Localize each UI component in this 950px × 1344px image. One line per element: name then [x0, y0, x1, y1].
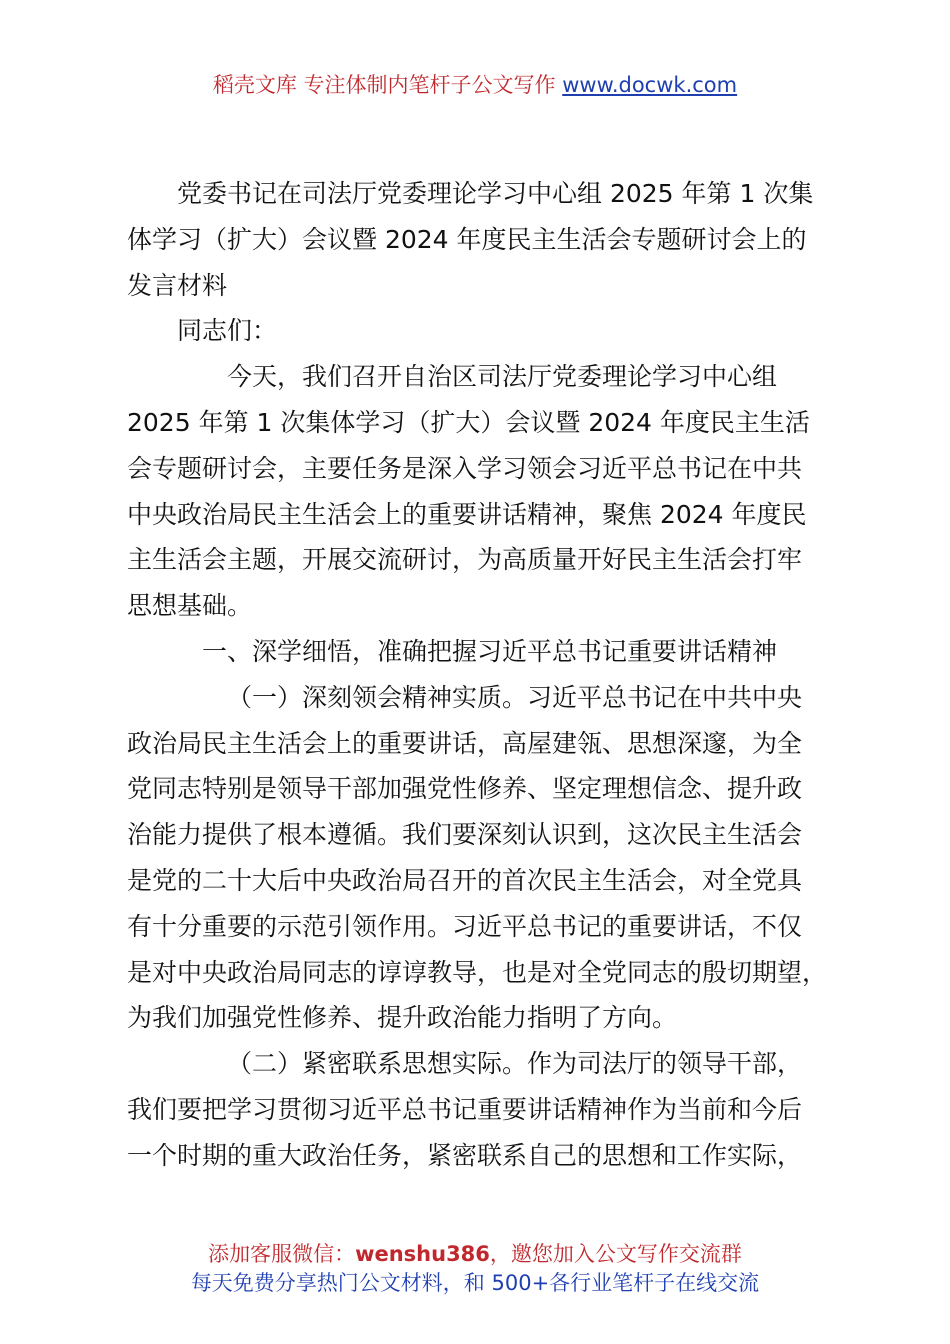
- site-url-link[interactable]: www.docwk.com: [562, 73, 738, 97]
- footer-line-1: [0, 1240, 950, 1269]
- footer-prefix: 添加客服微信：: [208, 1242, 356, 1266]
- document-body: [127, 171, 827, 1179]
- section-heading: 一、深学细悟，准确把握习近平总书记重要讲话精神: [202, 636, 778, 666]
- paragraph-line: 会专题研讨会，主要任务是深入学习领会习近平总书记在中共: [127, 453, 803, 483]
- wechat-id: wenshu386: [355, 1242, 490, 1266]
- title-line: 发言材料: [127, 270, 228, 300]
- site-header: [0, 70, 950, 100]
- greeting: 同志们：: [177, 316, 278, 346]
- footer-line-2: 每天免费分享热门公文材料，和 500+各行业笔杆子在线交流: [190, 1271, 760, 1295]
- paragraph-line: 有十分重要的示范引领作用。习近平总书记的重要讲话，不仅: [127, 911, 803, 941]
- paragraph-line: 治能力提供了根本遵循。我们要深刻认识到，这次民主生活会: [127, 820, 803, 850]
- paragraph-line: 2025 年第 1 次集体学习（扩大）会议暨 2024 年度民主生活: [127, 407, 810, 437]
- paragraph-line: 中央政治局民主生活会上的重要讲话精神，聚焦 2024 年度民: [127, 499, 807, 529]
- title-line: 党委书记在司法厅党委理论学习中心组 2025 年第 1 次集: [177, 179, 814, 208]
- paragraph-line: 一个时期的重大政治任务，紧密联系自己的思想和工作实际，: [127, 1140, 803, 1170]
- footer-suffix: ，邀您加入公文写作交流群: [489, 1242, 742, 1266]
- paragraph-line: 主生活会主题，开展交流研讨，为高质量开好民主生活会打牢: [127, 545, 803, 575]
- document-title: [127, 171, 827, 308]
- paragraph-line: 是对中央政治局同志的谆谆教导，也是对全党同志的殷切期望，: [127, 957, 828, 987]
- subsection-2-paragraph: [127, 1041, 827, 1178]
- paragraph-line: 思想基础。: [127, 591, 253, 621]
- paragraph-line: （二）紧密联系思想实际。作为司法厅的领导干部，: [227, 1049, 803, 1079]
- brand-text: 稻壳文库 专注体制内笔杆子公文写作: [212, 73, 563, 97]
- title-line: 体学习（扩大）会议暨 2024 年度民主生活会专题研讨会上的: [127, 224, 807, 254]
- paragraph-line: 我们要把学习贯彻习近平总书记重要讲话精神作为当前和今后: [127, 1094, 803, 1124]
- subsection-1-paragraph: [127, 675, 827, 1041]
- paragraph-line: 是党的二十大后中央政治局召开的首次民主生活会，对全党具: [127, 865, 803, 895]
- paragraph-line: 为我们加强党性修养、提升政治能力指明了方向。: [127, 1003, 678, 1033]
- paragraph-line: 今天，我们召开自治区司法厅党委理论学习中心组: [227, 362, 778, 392]
- promo-footer: [0, 1240, 950, 1298]
- paragraph-line: 党同志特别是领导干部加强党性修养、坚定理想信念、提升政: [127, 774, 803, 804]
- paragraph-line: 政治局民主生活会上的重要讲话，高屋建瓴、思想深邃，为全: [127, 728, 803, 758]
- intro-paragraph: [127, 354, 827, 629]
- paragraph-line: （一）深刻领会精神实质。习近平总书记在中共中央: [227, 682, 803, 712]
